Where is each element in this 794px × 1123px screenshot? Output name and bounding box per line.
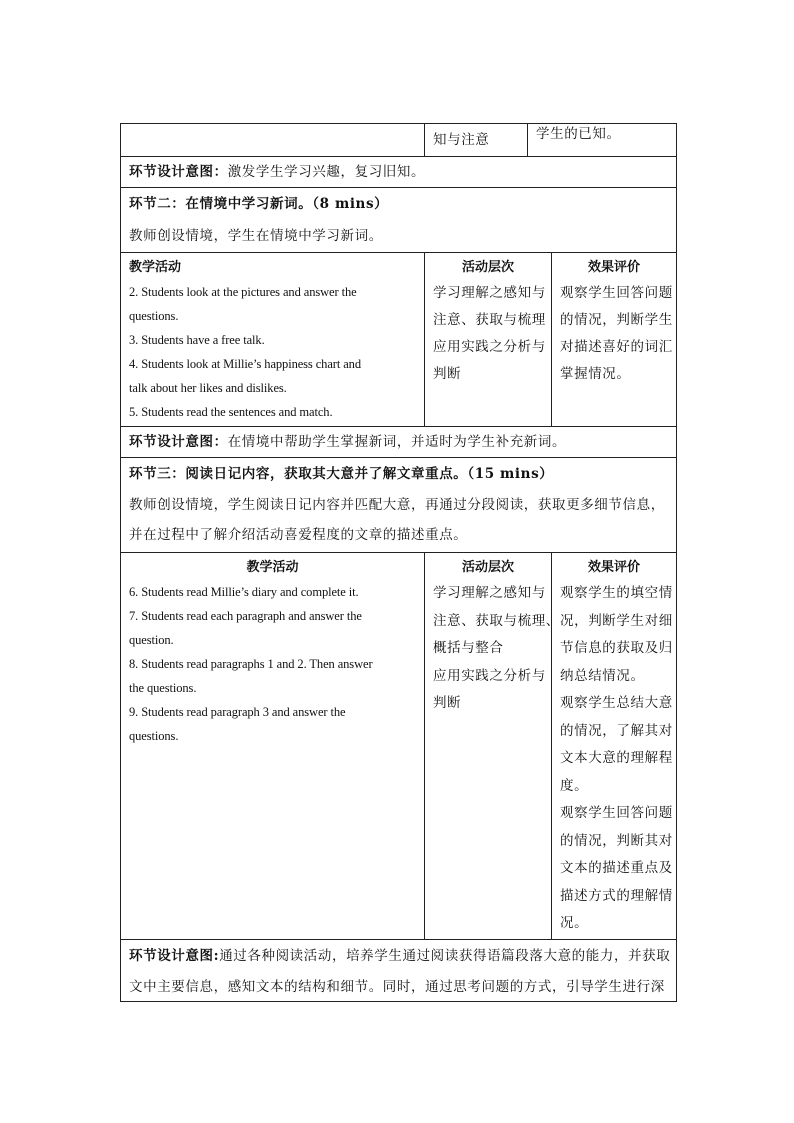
- eval-line: 况。: [560, 915, 589, 931]
- section-2-title: 环节二：在情境中学习新词。（8 mins）: [129, 196, 389, 212]
- eval-header: 效果评价: [587, 560, 640, 575]
- eval-line: 纳总结情况。: [560, 667, 645, 684]
- continuation-row: [121, 124, 676, 156]
- intent-label: 环节设计意图：: [129, 434, 228, 450]
- level-list: [433, 580, 560, 718]
- level-line: 判断: [433, 695, 462, 711]
- level-header: 活动层次: [461, 260, 514, 275]
- intent-text: 文中主要信息，感知文本的结构和细节。同时，通过思考问题的方式，引导学生进行深: [129, 979, 665, 995]
- level-line: 判断: [433, 366, 462, 382]
- section-3-title: 环节三：阅读日记内容，获取其大意并了解文章重点。（15 mins）: [129, 466, 554, 482]
- eval-cell: [551, 553, 676, 939]
- activity-header: 教学活动: [129, 260, 182, 275]
- eval-line: 对描述喜好的词汇: [560, 339, 673, 355]
- intent-label: 环节设计意图：: [129, 164, 228, 180]
- section-3-desc-line-2: 并在过程中了解介绍活动喜爱程度的文章的描述重点。: [129, 527, 468, 543]
- section-3-header: [121, 457, 676, 552]
- eval-line: 况，判断学生对细: [560, 612, 673, 629]
- activity-cell: [121, 253, 424, 426]
- activity-line: 6. Students read Millie’s diary and complete it.: [129, 585, 359, 599]
- activity-header: 教学活动: [246, 560, 299, 575]
- activity-line: 3. Students have a free talk.: [129, 333, 265, 347]
- eval-line: 观察学生总结大意: [560, 695, 673, 711]
- activity-line: the questions.: [129, 681, 197, 695]
- level-text: 知与注意: [433, 132, 490, 148]
- lesson-plan-table: [120, 123, 677, 1002]
- eval-cell: [527, 124, 676, 156]
- design-intent-3: [129, 941, 670, 1002]
- activity-line: questions.: [129, 309, 179, 323]
- section-2-header: [121, 187, 676, 252]
- level-cell: [424, 124, 527, 156]
- activity-line: 8. Students read paragraphs 1 and 2. Then answer: [129, 657, 373, 671]
- level-line: 注意、获取与梳理、: [433, 612, 560, 629]
- section-3-activity-row: [121, 552, 676, 939]
- activity-list: [129, 280, 418, 424]
- eval-text: 学生的已知。: [536, 126, 621, 142]
- eval-line: 度。: [560, 777, 589, 794]
- intent-text: 激发学生学习兴趣，复习旧知。: [227, 164, 426, 180]
- eval-line: 的情况，判断其对: [560, 832, 673, 849]
- intent-text: 通过各种阅读活动，培养学生通过阅读获得语篇段落大意的能力，并获取: [219, 948, 671, 964]
- eval-line: 观察学生回答问题: [560, 285, 673, 301]
- level-line: 概括与整合: [433, 640, 504, 656]
- level-line: 注意、获取与梳理: [433, 312, 546, 328]
- activity-line: talk about her likes and dislikes.: [129, 381, 287, 395]
- activity-line: 9. Students read paragraph 3 and answer the: [129, 705, 346, 719]
- eval-line: 观察学生回答问题: [560, 805, 673, 821]
- level-cell: [424, 553, 560, 939]
- section-2-activity-row: [121, 252, 676, 426]
- eval-line: 节信息的获取及归: [560, 640, 673, 656]
- activity-line: 7. Students read each paragraph and answer the: [129, 609, 362, 623]
- design-intent-2: [129, 428, 670, 457]
- activity-line: 4. Students look at Millie’s happiness chart and: [129, 357, 361, 371]
- eval-cell: [551, 253, 676, 426]
- activity-line: question.: [129, 633, 174, 647]
- level-line: 应用实践之分析与: [433, 667, 546, 684]
- eval-line: 的情况，了解其对: [560, 722, 673, 739]
- level-header: 活动层次: [461, 560, 514, 575]
- eval-list: [560, 580, 673, 938]
- intent-label: 环节设计意图:: [129, 948, 220, 964]
- section-3-desc-line-1: 教师创设情境，学生阅读日记内容并匹配大意，再通过分段阅读，获取更多细节信息，: [129, 497, 665, 513]
- design-intent-1: [129, 158, 670, 187]
- empty-cell: [121, 124, 424, 156]
- eval-list: [560, 280, 673, 388]
- eval-line: 文本大意的理解程: [560, 750, 673, 766]
- eval-line: 的情况，判断学生: [560, 312, 673, 328]
- section-2-desc: 教师创设情境，学生在情境中学习新词。: [129, 228, 383, 244]
- level-line: 学习理解之感知与: [433, 285, 546, 301]
- level-line: 学习理解之感知与: [433, 585, 546, 601]
- level-list: [433, 280, 545, 388]
- activity-cell: [121, 553, 424, 939]
- level-cell: [424, 253, 551, 426]
- activity-line: questions.: [129, 729, 179, 743]
- eval-line: 描述方式的理解情: [560, 887, 673, 904]
- activity-list: [129, 580, 418, 748]
- eval-header: 效果评价: [587, 260, 640, 275]
- eval-line: 文本的描述重点及: [560, 860, 673, 876]
- level-line: 应用实践之分析与: [433, 339, 546, 355]
- activity-line: 5. Students read the sentences and match.: [129, 405, 333, 419]
- design-intent-row-1: [121, 156, 676, 187]
- intent-text: 在情境中帮助学生掌握新词，并适时为学生补充新词。: [227, 434, 567, 450]
- activity-line: 2. Students look at the pictures and answer the: [129, 285, 357, 299]
- eval-line: 掌握情况。: [560, 366, 631, 382]
- design-intent-row-2: [121, 426, 676, 457]
- design-intent-row-3: [121, 939, 676, 1002]
- eval-line: 观察学生的填空情: [560, 585, 673, 601]
